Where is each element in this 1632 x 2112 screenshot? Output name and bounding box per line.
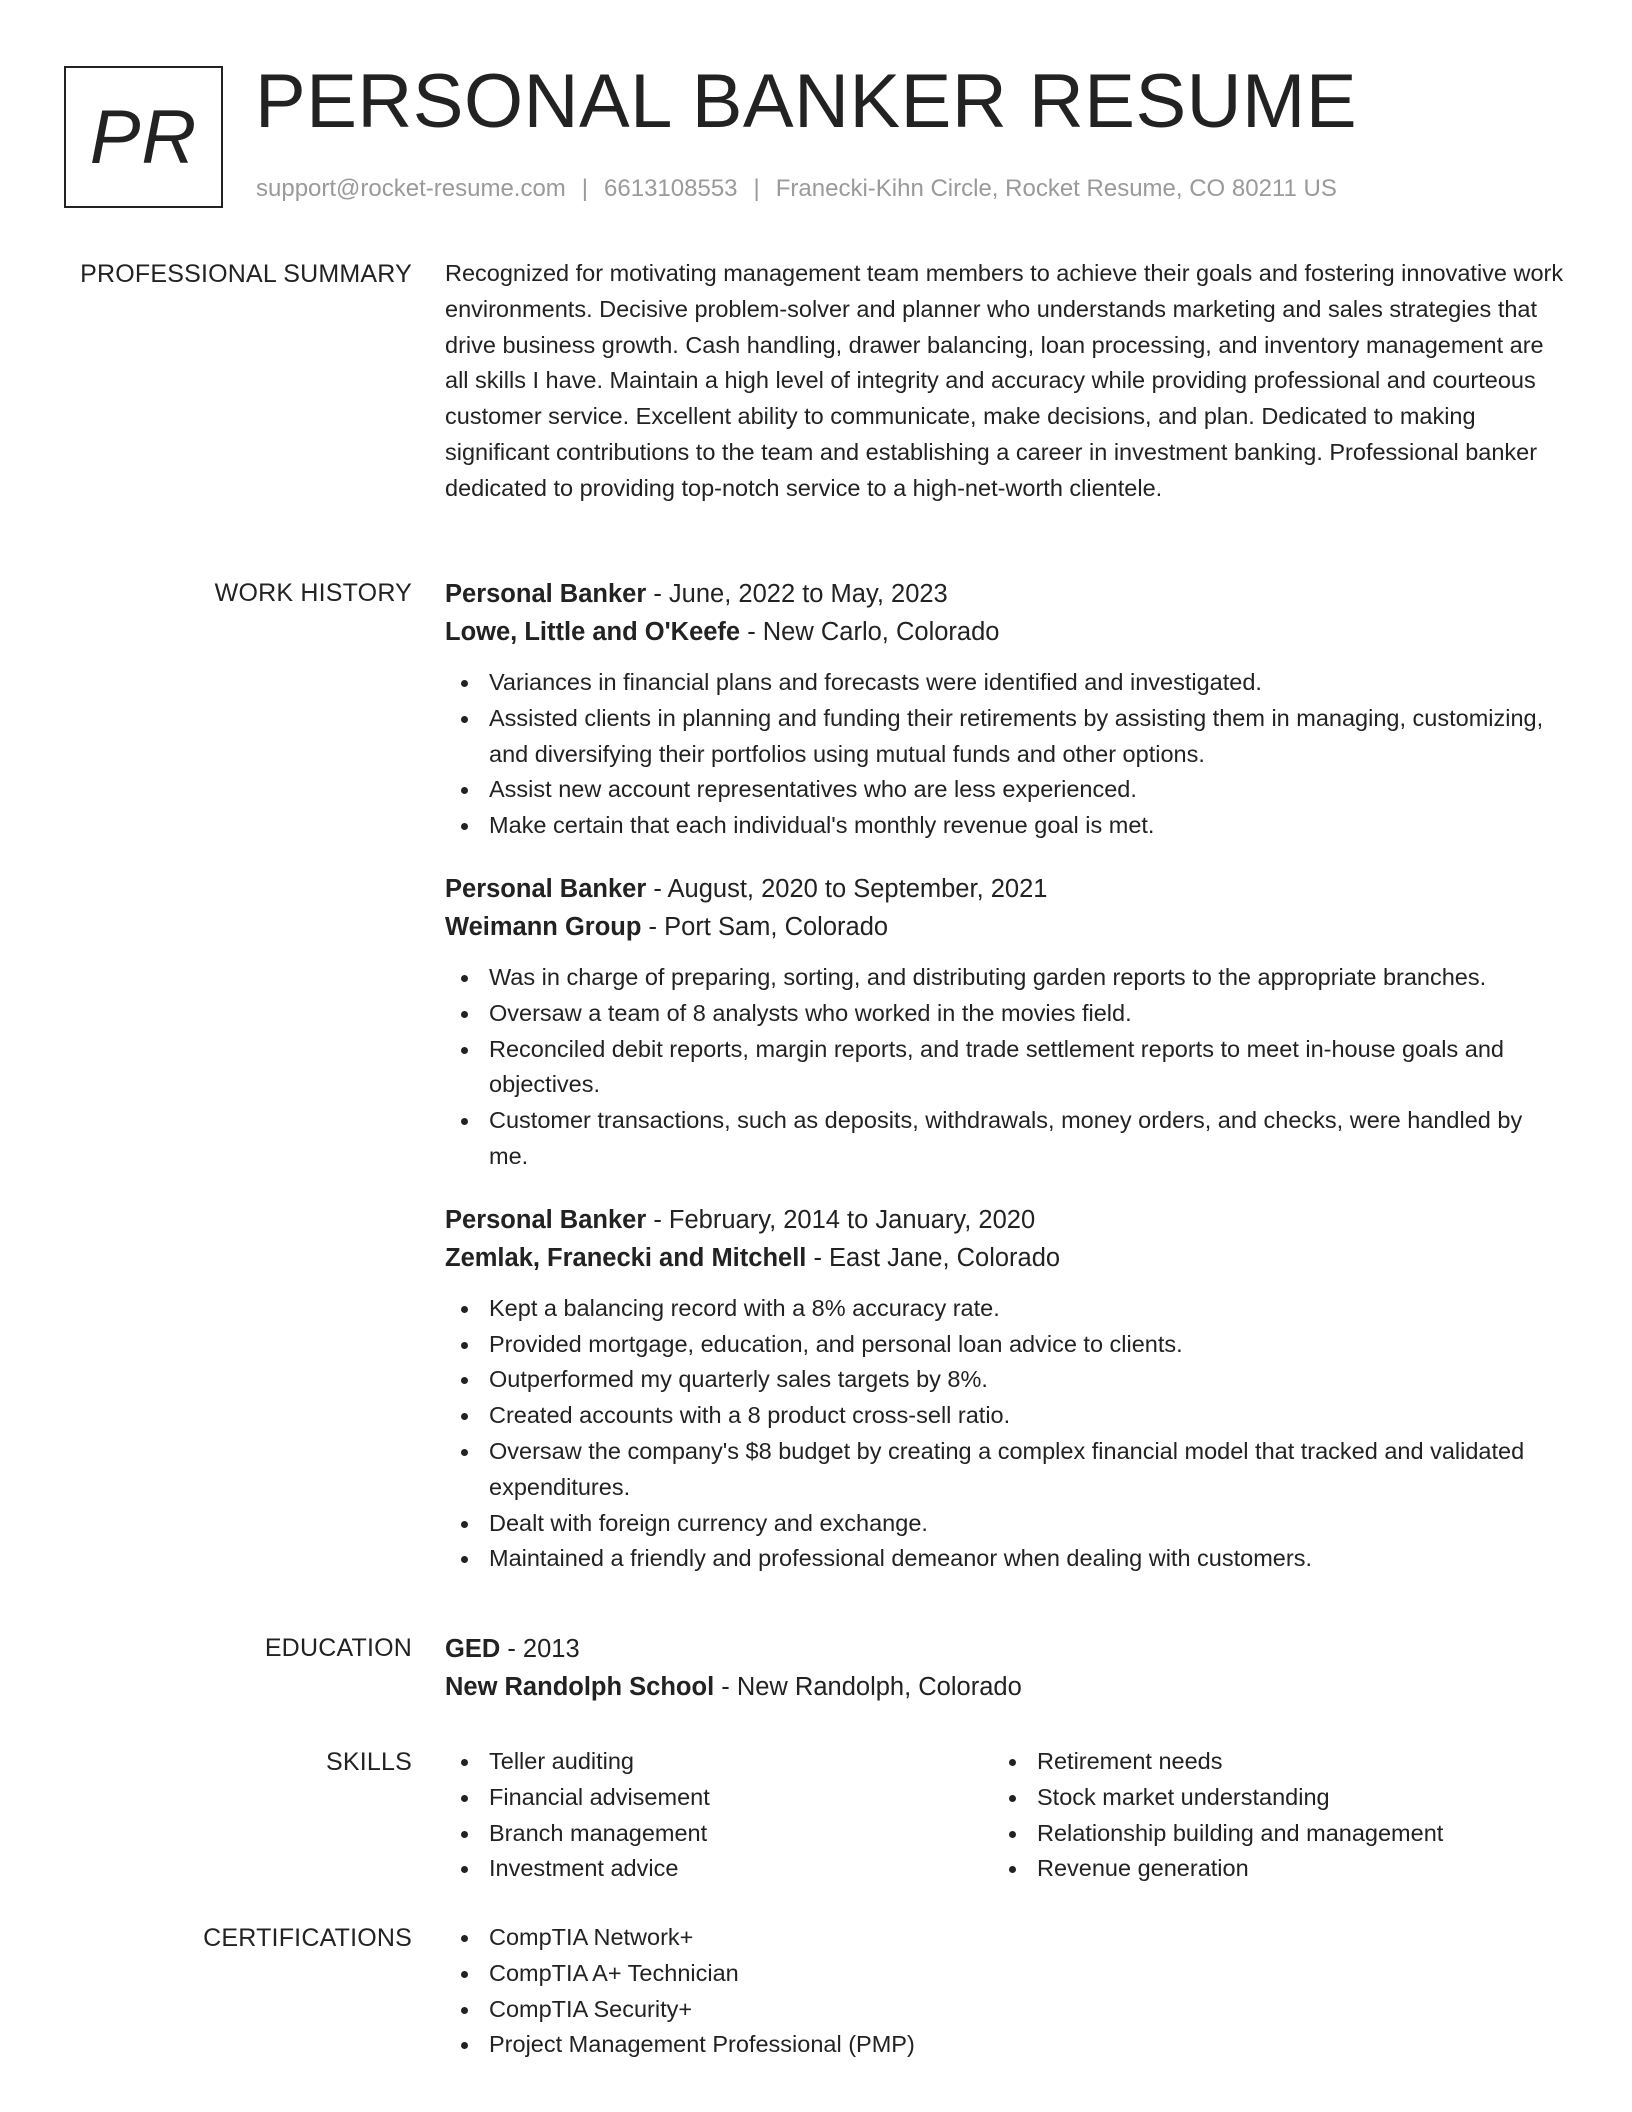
list-item: Project Management Professional (PMP) xyxy=(445,2027,1565,2063)
list-item: Financial advisement xyxy=(445,1780,993,1816)
job-location: - East Jane, Colorado xyxy=(806,1243,1061,1272)
skills-body xyxy=(445,1744,1565,1887)
list-item: Make certain that each individual's monthly revenue goal is met. xyxy=(445,808,1565,844)
job-entry xyxy=(445,1201,1565,1577)
section-heading: PROFESSIONAL SUMMARY xyxy=(80,260,412,288)
contact-address: Franecki-Kihn Circle, Rocket Resume, CO 80211 US xyxy=(775,175,1337,202)
job-location: - Port Sam, Colorado xyxy=(641,912,889,941)
education-body xyxy=(445,1630,1565,1706)
job-company: Zemlak, Franecki and Mitchell xyxy=(445,1243,807,1272)
list-item: Revenue generation xyxy=(993,1851,1541,1887)
job-dates: - February, 2014 to January, 2020 xyxy=(646,1205,1036,1234)
school-name: New Randolph School xyxy=(445,1673,715,1701)
degree-year: - 2013 xyxy=(500,1635,580,1663)
school-location: - New Randolph, Colorado xyxy=(714,1673,1022,1701)
list-item: Oversaw the company's $8 budget by creating a complex financial model that tracked and validated expenditures. xyxy=(445,1434,1565,1506)
list-item: Variances in financial plans and forecasts were identified and investigated. xyxy=(445,665,1565,701)
list-item: Kept a balancing record with a 8% accuracy rate. xyxy=(445,1291,1565,1327)
list-item: Dealt with foreign currency and exchange. xyxy=(445,1506,1565,1542)
certifications-list xyxy=(445,1920,1565,2063)
list-item: CompTIA Security+ xyxy=(445,1992,1565,2028)
job-entry xyxy=(445,575,1565,844)
section-heading: EDUCATION xyxy=(264,1634,412,1662)
list-item: Stock market understanding xyxy=(993,1780,1541,1816)
list-item: CompTIA Network+ xyxy=(445,1920,1565,1956)
section-heading: WORK HISTORY xyxy=(214,579,412,607)
list-item: Assist new account representatives who are less experienced. xyxy=(445,772,1565,808)
job-company-line xyxy=(445,1239,1565,1277)
list-item: Oversaw a team of 8 analysts who worked in the movies field. xyxy=(445,996,1565,1032)
monogram-text: PR xyxy=(89,94,198,180)
section-heading: CERTIFICATIONS xyxy=(203,1924,412,1952)
list-item: Maintained a friendly and professional demeanor when dealing with customers. xyxy=(445,1541,1565,1577)
list-item: CompTIA A+ Technician xyxy=(445,1956,1565,1992)
degree: GED xyxy=(445,1635,501,1663)
job-entry xyxy=(445,870,1565,1175)
list-item: Relationship building and management xyxy=(993,1816,1541,1852)
work-history-body xyxy=(445,575,1565,1577)
contact-email[interactable]: support@rocket-resume.com xyxy=(256,175,566,202)
list-item: Reconciled debit reports, margin reports, and trade settlement reports to meet in-house goals and objectives. xyxy=(445,1032,1565,1104)
list-item: Investment advice xyxy=(445,1851,993,1887)
summary-body xyxy=(445,256,1565,507)
job-title-line xyxy=(445,575,1565,613)
list-item: Teller auditing xyxy=(445,1744,993,1780)
contact-line xyxy=(256,172,1337,206)
skills-column-right xyxy=(993,1744,1541,1887)
job-title-line xyxy=(445,870,1565,908)
job-company: Lowe, Little and O'Keefe xyxy=(445,618,741,646)
section-heading: SKILLS xyxy=(326,1748,412,1776)
job-bullets xyxy=(445,1291,1565,1577)
skills-column-left xyxy=(445,1744,993,1887)
school-line xyxy=(445,1668,1565,1706)
contact-separator: | xyxy=(753,175,760,202)
job-title: Personal Banker xyxy=(445,1205,647,1234)
job-company: Weimann Group xyxy=(445,912,642,941)
resume-title: PERSONAL BANKER RESUME xyxy=(255,59,1358,144)
list-item: Provided mortgage, education, and personal loan advice to clients. xyxy=(445,1327,1565,1363)
monogram-logo xyxy=(64,66,223,208)
job-title: Personal Banker xyxy=(445,580,647,608)
list-item: Created accounts with a 8 product cross-sell ratio. xyxy=(445,1398,1565,1434)
job-bullets xyxy=(445,960,1565,1175)
job-title-line xyxy=(445,1201,1565,1239)
contact-separator: | xyxy=(581,175,589,202)
contact-phone[interactable]: 6613108553 xyxy=(604,175,738,202)
certifications-body xyxy=(445,1920,1565,2063)
job-company-line xyxy=(445,613,1565,651)
job-company-line xyxy=(445,908,1565,946)
list-item: Retirement needs xyxy=(993,1744,1541,1780)
job-dates: - August, 2020 to September, 2021 xyxy=(646,874,1048,903)
skills-grid xyxy=(445,1744,1565,1887)
job-location: - New Carlo, Colorado xyxy=(740,618,1000,646)
job-bullets xyxy=(445,665,1565,844)
degree-line xyxy=(445,1630,1565,1668)
list-item: Assisted clients in planning and funding their retirements by assisting them in managing, customizing, and diversifying their portfolios using mutual funds and other options. xyxy=(445,701,1565,773)
job-title: Personal Banker xyxy=(445,874,647,903)
list-item: Outperformed my quarterly sales targets by 8%. xyxy=(445,1362,1565,1398)
summary-text: Recognized for motivating management team members to achieve their goals and fostering innovative work environments. Decisive problem-solver and planner who understands marketing and sales strategies that drive business growth. Cash handling, drawer balancing, loan processing, and inventory management are all skills I have. Maintain a high level of integrity and accuracy while providing professional and courteous customer service. Excellent ability to communicate, make decisions, and plan. Dedicated to making significant contributions to the team and establishing a career in investment banking. Professional banker dedicated to providing top-notch service to a high-net-worth clientele. xyxy=(445,260,1564,501)
list-item: Customer transactions, such as deposits, withdrawals, money orders, and checks, were handled by me. xyxy=(445,1103,1565,1175)
job-dates: - June, 2022 to May, 2023 xyxy=(646,580,948,608)
list-item: Branch management xyxy=(445,1816,993,1852)
list-item: Was in charge of preparing, sorting, and distributing garden reports to the appropriate branches. xyxy=(445,960,1565,996)
